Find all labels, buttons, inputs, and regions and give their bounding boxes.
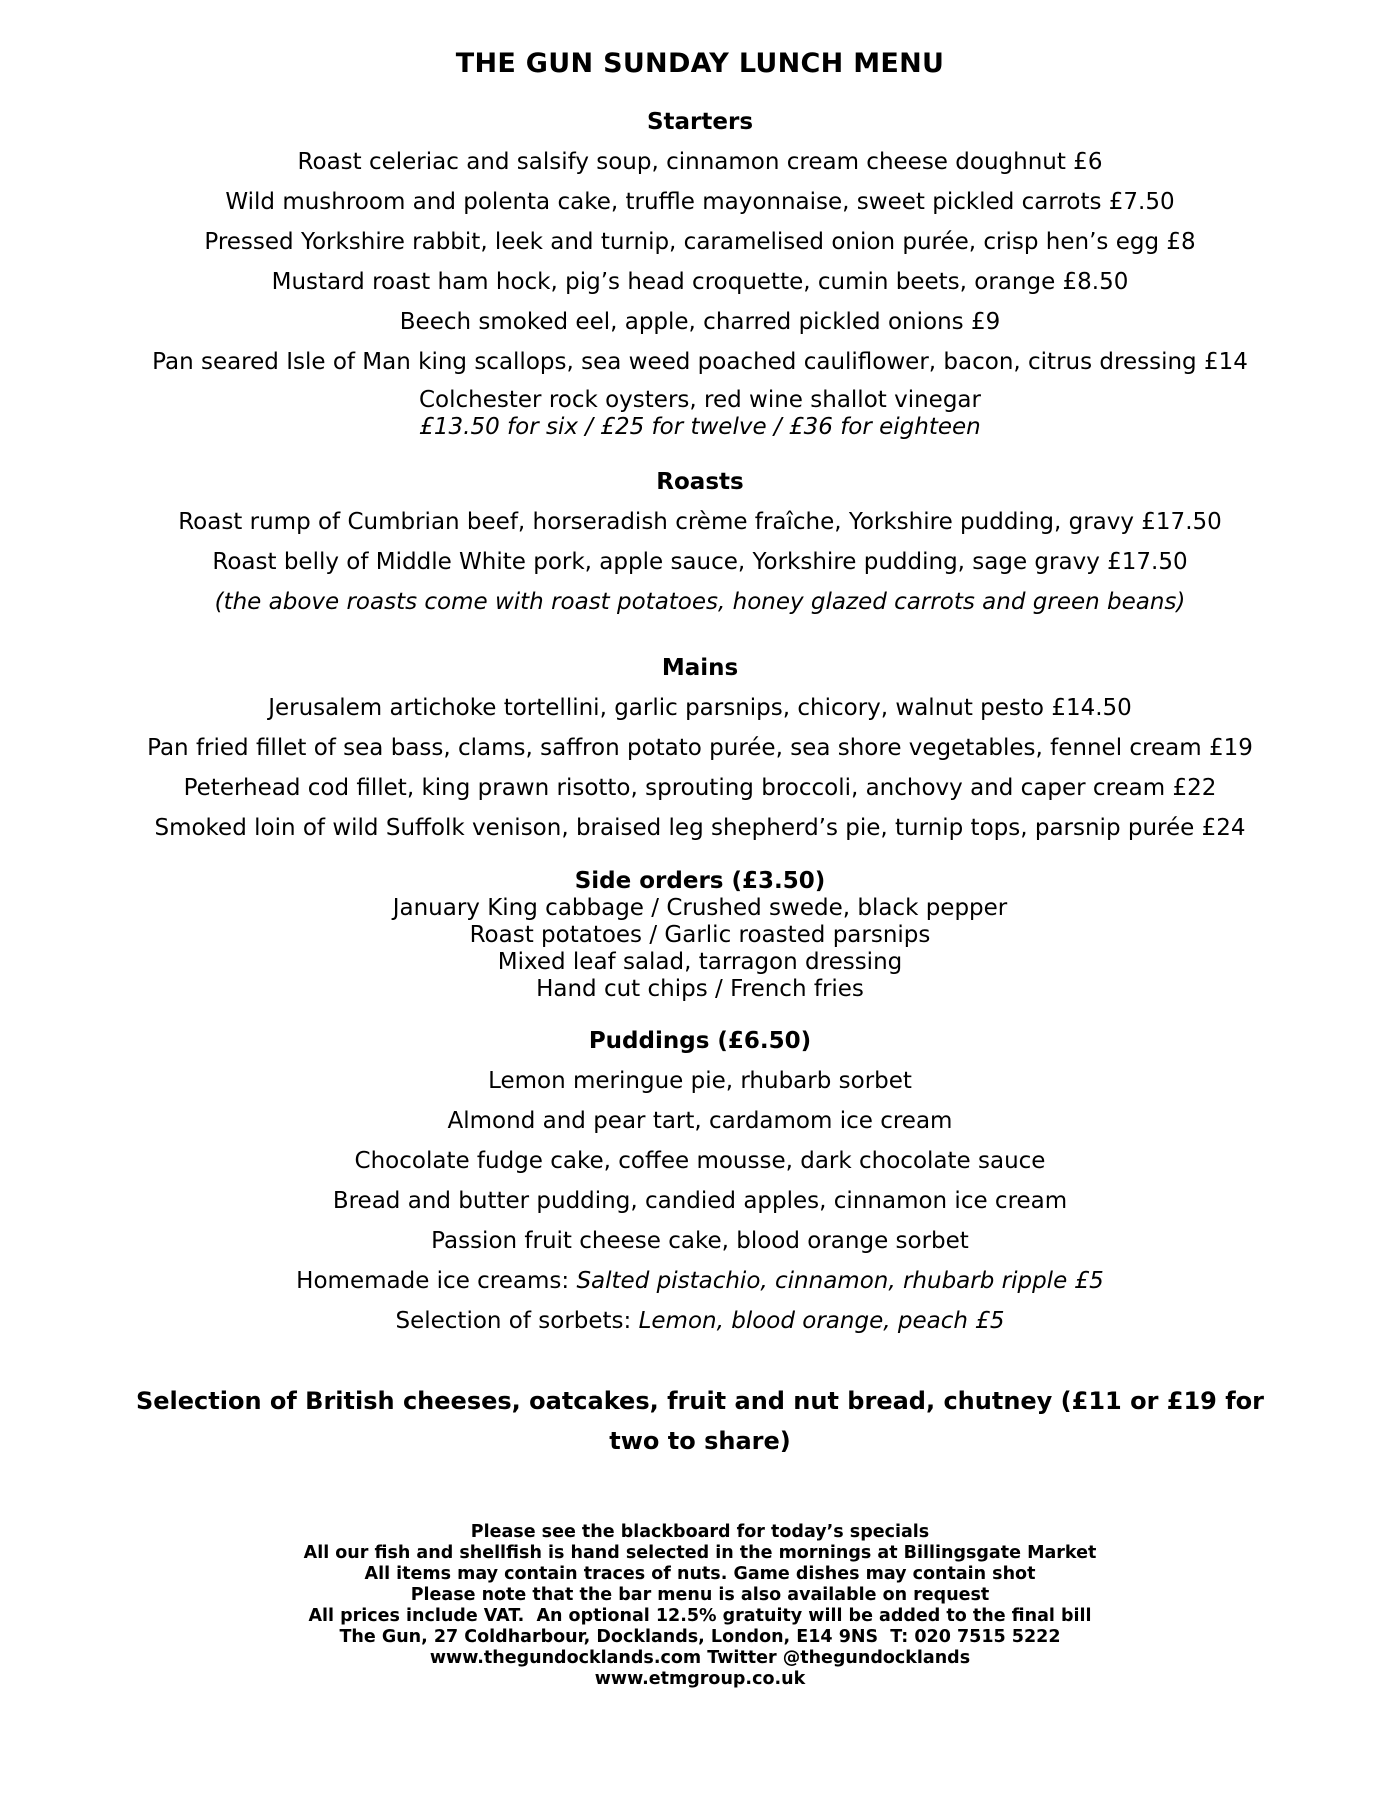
side-item: Mixed leaf salad, tarragon dressing [497, 949, 903, 975]
footer-line: Please see the blackboard for today’s specials [470, 1522, 930, 1542]
roast-item: Roast rump of Cumbrian beef, horseradish crème fraîche, Yorkshire pudding, gravy £17.50 [178, 509, 1222, 535]
footer-website: www.thegundocklands.com Twitter @thegundocklands [429, 1648, 971, 1668]
footer-line: All prices include VAT. An optional 12.5% gratuity will be added to the final bill [308, 1606, 1092, 1626]
ice-creams-detail: Salted pistachio, cinnamon, rhubarb ripple £5 [576, 1268, 1104, 1294]
side-item: Hand cut chips / French fries [536, 976, 864, 1002]
side-item: January King cabbage / Crushed swede, black pepper [392, 895, 1008, 921]
side-item: Roast potatoes / Garlic roasted parsnips [469, 922, 931, 948]
sorbets-detail: Lemon, blood orange, peach £5 [638, 1308, 1005, 1334]
main-item: Smoked loin of wild Suffolk venison, braised leg shepherd’s pie, turnip tops, parsnip purée £24 [154, 815, 1246, 841]
oysters-prices: £13.50 for six / £25 for twelve / £36 for eighteen [419, 414, 981, 440]
sides-section [0, 868, 1400, 1003]
sorbets-item [0, 1306, 1400, 1336]
puddings-section [0, 1026, 1400, 1336]
mains-heading: Mains [661, 655, 739, 681]
footer-line: All our fish and shellfish is hand selected in the mornings at Billingsgate Market [303, 1543, 1097, 1563]
main-item: Pan fried fillet of sea bass, clams, saffron potato purée, sea shore vegetables, fennel cream £19 [147, 735, 1253, 761]
roast-item: Roast belly of Middle White pork, apple sauce, Yorkshire pudding, sage gravy £17.50 [212, 549, 1188, 575]
starter-item: Pressed Yorkshire rabbit, leek and turnip, caramelised onion purée, crisp hen’s egg £8 [204, 229, 1196, 255]
starters-heading: Starters [646, 109, 754, 135]
footer-line: All items may contain traces of nuts. Game dishes may contain shot [364, 1564, 1036, 1584]
cheese-item: Selection of British cheeses, oatcakes, fruit and nut bread, chutney (£11 or £19 for two to share) [135, 1387, 1265, 1455]
puddings-heading: Puddings (£6.50) [588, 1028, 812, 1054]
starter-item: Wild mushroom and polenta cake, truffle mayonnaise, sweet pickled carrots £7.50 [225, 189, 1175, 215]
ice-creams-item [0, 1266, 1400, 1296]
roasts-section [0, 467, 1400, 617]
main-item: Peterhead cod fillet, king prawn risotto, sprouting broccoli, anchovy and caper cream £22 [183, 775, 1217, 801]
pudding-item: Passion fruit cheese cake, blood orange sorbet [431, 1228, 969, 1254]
roasts-note: (the above roasts come with roast potatoes, honey glazed carrots and green beans) [214, 589, 1186, 615]
oysters-item: Colchester rock oysters, red wine shallot vinegar [419, 387, 981, 413]
footer-group-website: www.etmgroup.co.uk [594, 1669, 806, 1689]
mains-section [0, 653, 1400, 843]
footer-address: The Gun, 27 Coldharbour, Docklands, London, E14 9NS T: 020 7515 5222 [339, 1627, 1061, 1647]
menu-title: THE GUN SUNDAY LUNCH MENU [455, 48, 945, 79]
starters-section [0, 107, 1400, 441]
footer-line: Please note that the bar menu is also available on request [410, 1585, 990, 1605]
pudding-item: Almond and pear tart, cardamom ice cream [447, 1108, 953, 1134]
pudding-item: Bread and butter pudding, candied apples, cinnamon ice cream [332, 1188, 1068, 1214]
starter-item: Pan seared Isle of Man king scallops, sea weed poached cauliflower, bacon, citrus dressing £14 [152, 349, 1248, 375]
pudding-item: Chocolate fudge cake, coffee mousse, dark chocolate sauce [354, 1148, 1046, 1174]
main-item: Jerusalem artichoke tortellini, garlic parsnips, chicory, walnut pesto £14.50 [268, 695, 1132, 721]
pudding-item: Lemon meringue pie, rhubarb sorbet [488, 1068, 912, 1094]
sides-heading: Side orders (£3.50) [574, 868, 826, 894]
starter-item: Mustard roast ham hock, pig’s head croquette, cumin beets, orange £8.50 [271, 269, 1129, 295]
roasts-heading: Roasts [656, 469, 744, 495]
starter-item: Roast celeriac and salsify soup, cinnamon cream cheese doughnut £6 [297, 149, 1103, 175]
sorbets-label: Selection of sorbets: [395, 1308, 639, 1334]
footer-info [0, 1522, 1400, 1690]
starter-item: Beech smoked eel, apple, charred pickled onions £9 [399, 309, 1001, 335]
ice-creams-label: Homemade ice creams: [296, 1268, 577, 1294]
